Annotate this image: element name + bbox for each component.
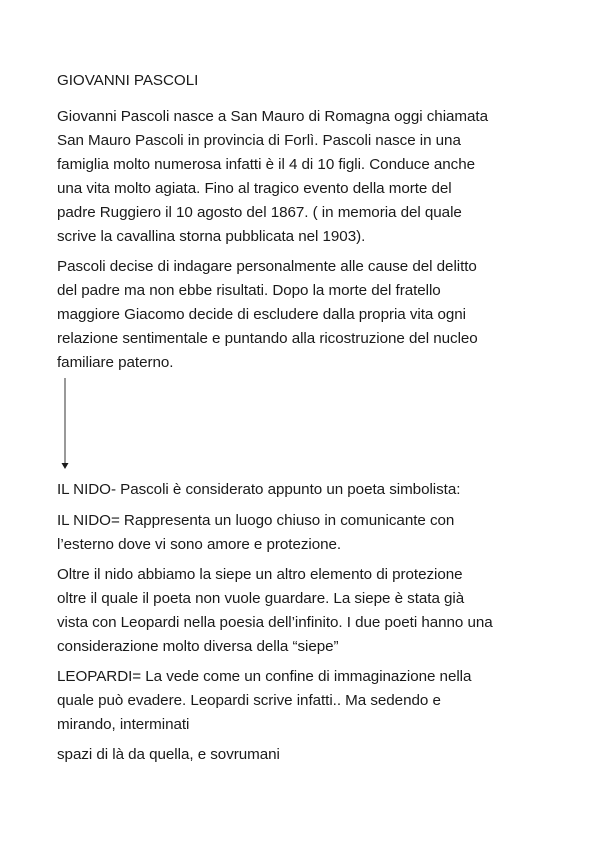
intro-line: una vita molto agiata. Fino al tragico evento della morte del	[57, 180, 452, 197]
leopardi-line: mirando, interminati	[57, 716, 190, 733]
intro-line: San Mauro Pascoli in provincia di Forlì. Pascoli nasce in una	[57, 132, 461, 149]
delitto-line: maggiore Giacomo decide di escludere dalla propria vita ogni	[57, 306, 466, 323]
intro-line: famiglia molto numerosa infatti è il 4 di 10 figli. Conduce anche	[57, 156, 476, 173]
intro-line: scrive la cavallina storna pubblicata nel 1903).	[57, 228, 366, 245]
nido-definition-line: IL NIDO= Rappresenta un luogo chiuso in comunicante con	[57, 512, 455, 529]
document-title: GIOVANNI PASCOLI	[57, 72, 199, 89]
intro-line: padre Ruggiero il 10 agosto del 1867. ( in memoria del quale	[57, 204, 462, 221]
delitto-line: relazione sentimentale e puntando alla ricostruzione del nucleo	[57, 330, 478, 347]
delitto-line: del padre ma non ebbe risultati. Dopo la morte del fratello	[57, 282, 441, 299]
verse-line: spazi di là da quella, e sovrumani	[57, 746, 280, 763]
down-arrow-icon	[58, 378, 72, 470]
intro-line: Giovanni Pascoli nasce a San Mauro di Romagna oggi chiamata	[57, 108, 488, 125]
siepe-line: considerazione molto diversa della “siepe”	[57, 638, 339, 655]
delitto-line: familiare paterno.	[57, 354, 174, 371]
leopardi-line: LEOPARDI= La vede come un confine di immaginazione nella	[57, 668, 472, 685]
nido-heading: IL NIDO- Pascoli è considerato appunto un poeta simbolista:	[57, 481, 461, 498]
delitto-line: Pascoli decise di indagare personalmente alle cause del delitto	[57, 258, 477, 275]
siepe-line: Oltre il nido abbiamo la siepe un altro elemento di protezione	[57, 566, 463, 583]
nido-definition-line: l’esterno dove vi sono amore e protezione.	[57, 536, 342, 553]
siepe-line: oltre il quale il poeta non vuole guardare. La siepe è stata già	[57, 590, 465, 607]
siepe-line: vista con Leopardi nella poesia dell’infinito. I due poeti hanno una	[57, 614, 493, 631]
leopardi-line: quale può evadere. Leopardi scrive infatti.. Ma sedendo e	[57, 692, 441, 709]
